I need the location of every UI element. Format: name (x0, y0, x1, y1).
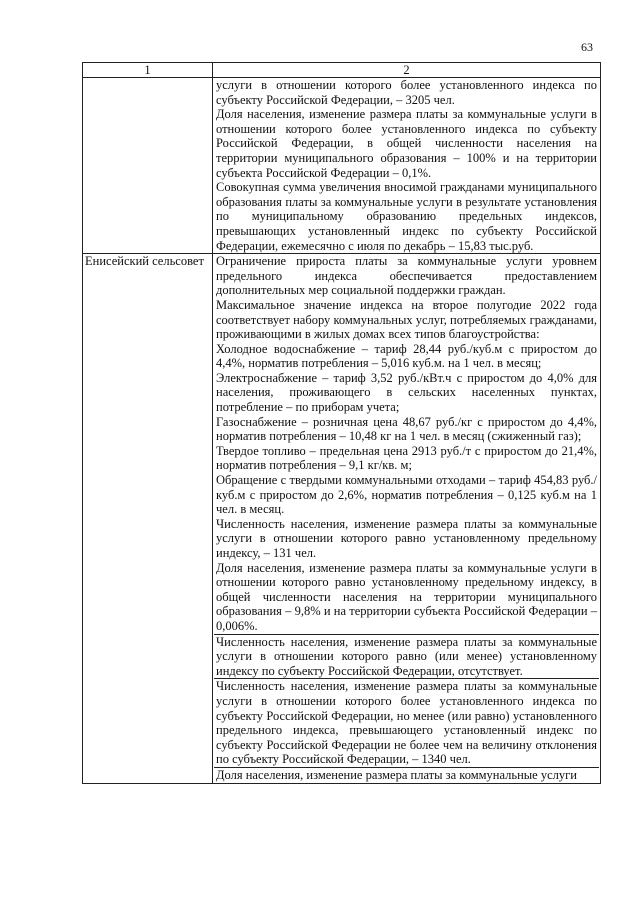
description-cell (213, 78, 601, 254)
column-header-2: 2 (213, 63, 601, 78)
municipality-cell (83, 78, 213, 254)
table-header-row (83, 63, 601, 78)
paragraph: Обращение с твердыми коммунальными отходами – тариф 454,83 руб./куб.м с приростом до 2,6%, норматив потребления – 0,125 куб.м на 1 чел. в месяц. (216, 473, 597, 517)
column-header-1: 1 (83, 63, 213, 78)
document-table (82, 62, 601, 784)
paragraph: Доля населения, изменение размера платы за коммунальные услуги в отношении которого более установленного индекса по субъекту Российской Федерации, в общей численности населения на территории муниципального образования – 100% и на территории субъекта Российской Федерации – 0,1%. (216, 107, 597, 180)
paragraph: Газоснабжение – розничная цена 48,67 руб./кг с приростом до 4,4%, норматив потребления – 10,48 кг на 1 чел. в месяц (сжиженный газ); (216, 414, 597, 444)
paragraph: Холодное водоснабжение – тариф 28,44 руб./куб.м с приростом до 4,4%, норматив потребления – 5,016 куб.м. на 1 чел. в месяц; (216, 341, 597, 371)
paragraph: Максимальное значение индекса на второе полугодие 2022 года соответствует набору коммунальных услуг, потребляемых гражданами, проживающими в жилых домах всех типов благоустройства: (216, 297, 597, 342)
description-cell (213, 254, 601, 783)
paragraph: Численность населения, изменение размера платы за коммунальные услуги в отношении которого равно установленному предельному индексу, – 131 чел. (216, 516, 597, 560)
page-number: 63 (581, 40, 593, 54)
paragraph: Совокупная сумма увеличения вносимой гражданами муниципального образования платы за коммунальные услуги в результате установления по муниципальному образованию предельных индексов, превышающих установленный индекс по субъекту Российской Федерации, ежемесячно с июля по декабрь – 15,83 тыс.руб. (216, 180, 597, 253)
paragraph: Численность населения, изменение размера платы за коммунальные услуги в отношении которого равно (или менее) установленному индексу по субъекту Российской Федерации, отсутствует. (216, 634, 597, 678)
municipality-cell: Енисейский сельсовет (83, 254, 213, 783)
paragraph: услуги в отношении которого более установленного индекса по субъекту Российской Федерации, – 3205 чел. (216, 78, 597, 107)
table-row (83, 254, 601, 783)
table-row (83, 78, 601, 254)
paragraph: Доля населения, изменение размера платы за коммунальные услуги в отношении которого равно установленному предельному индексу, в общей численности населения на территории муниципального образования – 9,8% и на территории субъекта Российской Федерации – 0,006%. (216, 560, 597, 633)
paragraph: Твердое топливо – предельная цена 2913 руб./т с приростом до 21,4%, норматив потребления – 9,1 кг/кв. м; (216, 443, 597, 473)
paragraph: Ограничение прироста платы за коммунальные услуги уровнем предельного индекса обеспечивается предоставлением дополнительных мер социальной поддержки граждан. (216, 254, 597, 298)
paragraph: Доля населения, изменение размера платы за коммунальные услуги (216, 767, 577, 782)
paragraph: Электроснабжение – тариф 3,52 руб./кВт.ч с приростом до 4,0% для населения, проживающего в сельских населенных пунктах, потребление – по приборам учета; (216, 370, 597, 415)
paragraph: Численность населения, изменение размера платы за коммунальные услуги в отношении которого более установленного индекса по субъекту Российской Федерации, но менее (или равно) установленного предельного индекса, превышающего установленный индекс по субъекту Российской Федерации не более чем на величину отклонения по субъекту Российской Федерации, – 1340 чел. (216, 679, 597, 767)
